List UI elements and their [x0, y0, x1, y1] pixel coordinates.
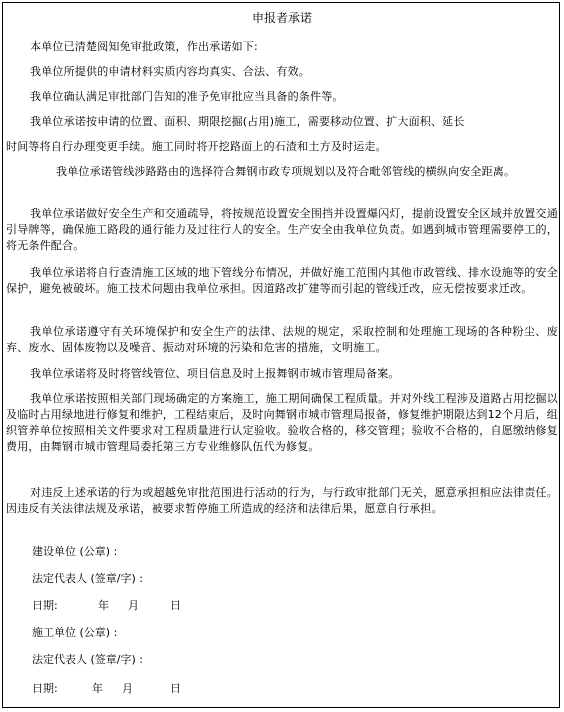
- date-label-2: 日期:: [32, 682, 58, 695]
- commitment-conditions-met: 我单位确认满足审批部门告知的准予免审批应当具备的条件等。: [30, 90, 344, 103]
- date-month-2: 月: [122, 682, 133, 695]
- date-line-1: [32, 598, 232, 614]
- commitment-location-area: 我单位承诺按申请的位置、面积、期限挖掘(占用)施工，需要移动位置、扩大面积、延长: [30, 115, 465, 128]
- construction-unit-seal-label: 施工单位 (公章) :: [32, 626, 118, 639]
- commitment-underground-pipelines: 我单位承诺将自行查清施工区域的地下管线分布情况，并做好施工范围内其他市政管线、排水设施等的安全保护，避免被破坏。施工技术问题由我单位承担。因道路改扩建等而引起的管线迁改，应无偿按要求迁改。: [6, 266, 558, 295]
- commitment-safety-traffic: 我单位承诺做好安全生产和交通疏导，将按规范设置安全围挡并设置爆闪灯，提前设置安全区域并放置交通引导牌等，确保施工路段的通行能力及过往行人的安全。生产安全由我单位负责。如遇到城市管理需要停工的，将无条件配合。: [6, 207, 558, 252]
- document-title: 申报者承诺: [251, 11, 312, 25]
- date-year-2: 年: [92, 682, 103, 695]
- commitment-pipeline-route: 我单位承诺管线涉路路由的选择符合舞钢市政专项规划以及符合毗邻管线的横纵向安全距离。: [56, 165, 516, 178]
- commitment-report-filing: 我单位承诺将及时将管线管位、项目信息及时上报舞钢市城市管理局备案。: [30, 367, 400, 380]
- legal-rep-label-1: 法定代表人 (签章/字) :: [32, 572, 143, 585]
- date-month-1: 月: [128, 599, 139, 612]
- commitment-materials-true: 我单位所提供的申请材料实质内容均真实、合法、有效。: [30, 65, 310, 78]
- liability-statement: 对违反上述承诺的行为或超越免审批范围进行活动的行为，与行政审批部门无关，愿意承担相应法律责任。因违反有关法律法规及承诺，被要求暂停施工所造成的经济和法律后果，愿意自行承担。: [6, 486, 558, 515]
- commitment-location-area-cont: 时间等将自行办理变更手续。施工同时将开挖路面上的石渣和土方及时运走。: [6, 140, 387, 153]
- date-line-2: [32, 681, 232, 697]
- date-day-2: 日: [170, 682, 181, 695]
- date-label-1: 日期:: [32, 599, 58, 612]
- builder-unit-seal-label: 建设单位 (公章) :: [32, 545, 118, 558]
- legal-rep-label-2: 法定代表人 (签章/字) :: [32, 653, 143, 666]
- commitment-environment: 我单位承诺遵守有关环境保护和安全生产的法律、法规的规定，采取控制和处理施工现场的各种粉尘、废弃、废水、固体废物以及噪音、振动对环境的污染和危害的措施，文明施工。: [6, 325, 558, 354]
- date-year-1: 年: [98, 599, 109, 612]
- date-day-1: 日: [170, 599, 181, 612]
- intro-paragraph: 本单位已清楚阅知免审批政策，作出承诺如下:: [30, 40, 258, 53]
- commitment-quality-repair: 我单位承诺按照相关部门现场确定的方案施工，施工期间确保工程质量。并对外线工程涉及道路占用挖掘以及临时占用绿地进行修复和维护，工程结束后，及时向舞钢市城市管理局报备，修复维护期限达到12个月后，组织管养单位按照相关文件要求对工程质量进行认定验收。验收合格的，移交管理；验收不合格的，自愿缴纳修复费用，由舞钢市城市管理局委托第三方专业维修队伍代为修复。: [6, 392, 558, 453]
